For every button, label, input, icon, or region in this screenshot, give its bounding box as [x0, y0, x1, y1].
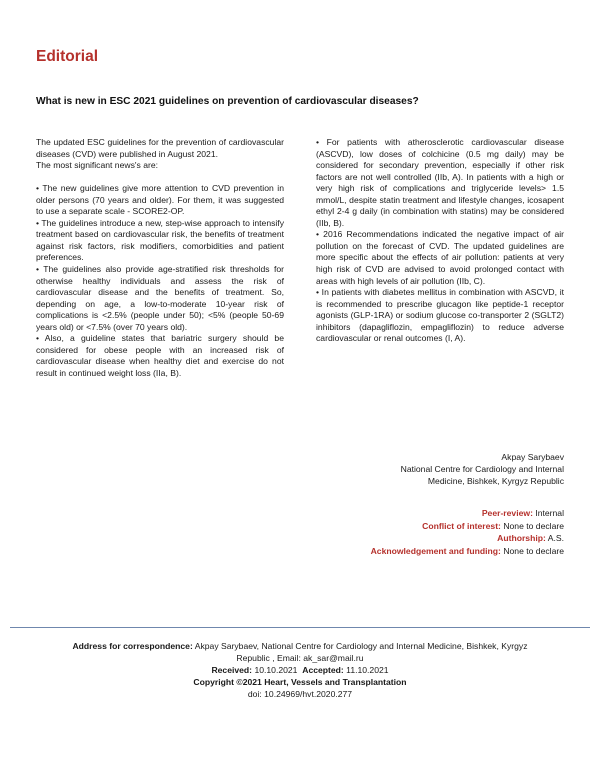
bullet-item: • Also, a guideline states that bariatric surgery should be considered for obese people with an increased risk of cardiovascular disease when healthy diet and exercise do not result in continued weight loss (IIa, B). [36, 333, 284, 378]
footer-divider [10, 627, 590, 628]
declaration-value: None to declare [503, 545, 564, 556]
accepted-label: Accepted: [302, 665, 344, 676]
declaration-value: Internal [535, 508, 564, 518]
received-label: Received: [211, 665, 253, 676]
copyright-text: Copyright ©2021 Heart, Vessels and Transplantation [193, 677, 407, 688]
author-affiliation: Medicine, Bishkek, Kyrgyz Republic [427, 476, 564, 487]
address-label: Address for correspondence: [72, 641, 193, 651]
correspondence-line: Republic , Email: ak_sar@mail.ru [236, 653, 364, 664]
bullet-item: • In patients with diabetes mellitus in combination with ASCVD, it is recommended to prescribe glucagon like peptide-1 receptor agonists (GLP-1RA) or sodium glucose co-transporter 2 (SGLT2) inhibitors (dapagliflozin, empagliflozin) to reduce adverse cardiovascular or renal outcomes (I, A). [316, 287, 564, 344]
bullet-item: • For patients with atherosclerotic cardiovascular disease (ASCVD), low doses of colchicine (0.5 mg daily) may be considered for secondary prevention, especially if other risk factors are not well controlled (IIb, A). In patients with a high or very high risk of complications and triglyceride levels> 1.5 mmol/L, despite statin treatment and lifestyle changes, icosapent ethyl 2-4 g daily (in combination with statins) may be considered (IIb, B). [316, 137, 564, 228]
declarations-block [371, 507, 564, 557]
copyright [36, 676, 564, 688]
declaration-label: Authorship: [497, 533, 546, 544]
accepted-value: 11.10.2021 [346, 665, 389, 676]
declaration-authorship [371, 532, 564, 545]
author-name: Akpay Sarybaev [501, 452, 564, 462]
footer [36, 640, 564, 700]
section-label: Editorial [36, 48, 99, 65]
bullet-item: • The guidelines introduce a new, step-wise approach to intensify treatment based on cardiovascular risk, the benefits of treatment against risk factors, risk modifiers, comorbidities and patient preferences. [36, 217, 284, 263]
correspondence-line [36, 640, 564, 652]
doi: doi: 10.24969/hvt.2020.277 [247, 689, 353, 700]
author-affiliation: National Centre for Cardiology and Internal [400, 464, 564, 475]
bullet-item: • The new guidelines give more attention to CVD prevention in older persons (70 years and older). For them, it was suggested to use a separate scale - SCORE2-OP. [36, 183, 284, 217]
declaration-label: Peer-review: [481, 508, 533, 518]
left-column [36, 137, 284, 379]
bullet-item: • The guidelines also provide age-stratified risk thresholds for otherwise healthy individuals and assess the risk of cardiovascular disease and the benefits of treatment. So, depending on age, a low-to-moderate 10-year risk of complications is <2.5% (people under 50); <5% (people 50-69 years old) or <7.5% (over 70 years old). [36, 263, 284, 332]
lead-paragraph: The most significant news's are: [36, 160, 159, 171]
declaration-value: None to declare [503, 520, 564, 531]
intro-paragraph: The updated ESC guidelines for the prevention of cardiovascular diseases (CVD) were published in August 2021. [36, 137, 284, 159]
declaration-funding [371, 545, 564, 558]
declaration-value: A.S. [547, 533, 564, 544]
received-value: 10.10.2021 [254, 665, 298, 676]
declaration-label: Conflict of interest: [422, 520, 501, 531]
article-title: What is new in ESC 2021 guidelines on prevention of cardiovascular diseases? [36, 96, 419, 107]
bullet-item: • 2016 Recommendations indicated the negative impact of air pollution on the forecast of CVD. The updated guidelines are more specific about the effects of air pollution: patients at very high risk of CVD are advised to avoid prolonged contact with areas with high levels of air pollution (IIb, C). [316, 229, 564, 286]
dates-line [36, 664, 564, 676]
declaration-conflict [371, 520, 564, 533]
declaration-peer-review [371, 507, 564, 520]
author-block [401, 451, 564, 488]
declaration-label: Acknowledgement and funding: [370, 545, 501, 556]
right-column [316, 137, 564, 345]
address-text: Akpay Sarybaev, National Centre for Cardiology and Internal Medicine, Bishkek, Kyrgyz [194, 641, 528, 651]
